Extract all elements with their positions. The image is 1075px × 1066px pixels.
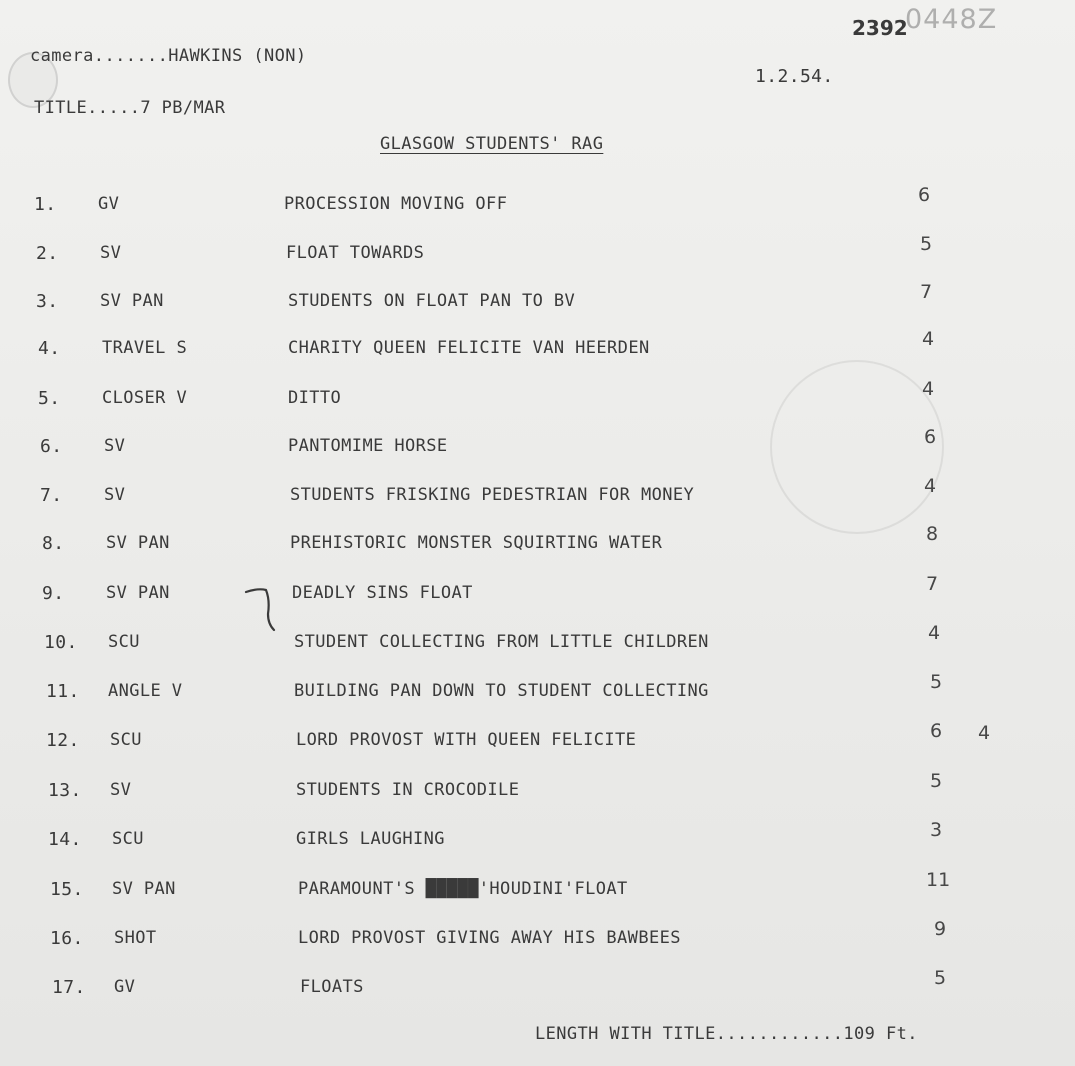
shot-type: SV bbox=[104, 436, 126, 456]
shot-length: 5 bbox=[930, 671, 943, 693]
shot-type: SV PAN bbox=[112, 879, 176, 899]
shot-description: FLOAT TOWARDS bbox=[286, 243, 425, 263]
shot-length: 4 bbox=[928, 622, 941, 644]
shot-number: 12. bbox=[46, 730, 80, 751]
shot-length: 4 bbox=[924, 475, 937, 497]
shot-type: SV bbox=[100, 243, 122, 263]
shot-number: 3. bbox=[36, 291, 59, 312]
shot-row bbox=[0, 720, 1075, 760]
shot-description: FLOATS bbox=[300, 977, 364, 997]
shot-type: TRAVEL S bbox=[102, 338, 188, 358]
shot-row bbox=[0, 184, 1075, 224]
shot-description: PROCESSION MOVING OFF bbox=[284, 194, 508, 214]
shot-length: 5 bbox=[920, 233, 933, 255]
shot-description: STUDENTS IN CROCODILE bbox=[296, 780, 520, 800]
shot-number: 17. bbox=[52, 977, 86, 998]
shot-length: 3 bbox=[930, 819, 943, 841]
shot-length: 5 bbox=[930, 770, 943, 792]
shot-description: BUILDING PAN DOWN TO STUDENT COLLECTING bbox=[294, 681, 709, 701]
shot-length: 4 bbox=[922, 378, 935, 400]
shot-length: 6 bbox=[930, 720, 943, 742]
shot-row bbox=[0, 573, 1075, 613]
title-line: TITLE.....7 PB/MAR bbox=[34, 98, 226, 118]
shot-number: 4. bbox=[38, 338, 61, 359]
shot-type: SV bbox=[104, 485, 126, 505]
shot-row bbox=[0, 819, 1075, 859]
shot-row bbox=[0, 770, 1075, 810]
shot-row bbox=[0, 671, 1075, 711]
shot-row bbox=[0, 475, 1075, 515]
shot-type: SV PAN bbox=[106, 533, 170, 553]
shot-number: 15. bbox=[50, 879, 84, 900]
shot-row bbox=[0, 869, 1075, 909]
shot-type: SCU bbox=[108, 632, 140, 652]
shot-number: 9. bbox=[42, 583, 65, 604]
shot-description: PREHISTORIC MONSTER SQUIRTING WATER bbox=[290, 533, 663, 553]
story-title: GLASGOW STUDENTS' RAG bbox=[380, 134, 604, 154]
shot-description: STUDENTS ON FLOAT PAN TO BV bbox=[288, 291, 576, 311]
shot-row bbox=[0, 967, 1075, 1007]
shot-number: 5. bbox=[38, 388, 61, 409]
shot-row bbox=[0, 622, 1075, 662]
shot-length: 7 bbox=[920, 281, 933, 303]
shot-length: 8 bbox=[926, 523, 939, 545]
shot-type: SCU bbox=[110, 730, 142, 750]
shot-length: 6 bbox=[918, 184, 931, 206]
shot-description: PANTOMIME HORSE bbox=[288, 436, 448, 456]
shot-type: SHOT bbox=[114, 928, 157, 948]
shot-row bbox=[0, 328, 1075, 368]
shot-description: GIRLS LAUGHING bbox=[296, 829, 445, 849]
shot-description: DEADLY SINS FLOAT bbox=[292, 583, 473, 603]
shot-row bbox=[0, 233, 1075, 273]
shot-type: GV bbox=[98, 194, 120, 214]
shot-length-correction: 4 bbox=[978, 722, 991, 744]
shot-number: 14. bbox=[48, 829, 82, 850]
shot-number: 6. bbox=[40, 436, 63, 457]
shot-number: 2. bbox=[36, 243, 59, 264]
shot-number: 11. bbox=[46, 681, 80, 702]
shot-type: SV PAN bbox=[100, 291, 164, 311]
handwritten-bracket-mark bbox=[244, 586, 278, 632]
shot-row bbox=[0, 426, 1075, 466]
shot-description: PARAMOUNT'S █████'HOUDINI'FLOAT bbox=[298, 879, 628, 899]
shot-row bbox=[0, 918, 1075, 958]
camera-line: camera.......HAWKINS (NON) bbox=[30, 46, 307, 66]
shot-row bbox=[0, 281, 1075, 321]
date: 1.2.54. bbox=[755, 66, 834, 87]
shot-length: 5 bbox=[934, 967, 947, 989]
shot-description: STUDENTS FRISKING PEDESTRIAN FOR MONEY bbox=[290, 485, 695, 505]
shot-description: DITTO bbox=[288, 388, 342, 408]
shot-type: SV bbox=[110, 780, 132, 800]
shot-type: CLOSER V bbox=[102, 388, 188, 408]
faint-archive-number: 0448Z bbox=[905, 4, 998, 35]
shot-length: 4 bbox=[922, 328, 935, 350]
shot-number: 1. bbox=[34, 194, 57, 215]
shot-description: LORD PROVOST GIVING AWAY HIS BAWBEES bbox=[298, 928, 681, 948]
shot-length: 9 bbox=[934, 918, 947, 940]
shot-description: STUDENT COLLECTING FROM LITTLE CHILDREN bbox=[294, 632, 709, 652]
total-length: LENGTH WITH TITLE............109 Ft. bbox=[535, 1024, 918, 1044]
shot-type: GV bbox=[114, 977, 136, 997]
shot-number: 7. bbox=[40, 485, 63, 506]
shot-number: 8. bbox=[42, 533, 65, 554]
shot-row bbox=[0, 523, 1075, 563]
shot-type: SCU bbox=[112, 829, 144, 849]
shot-length: 11 bbox=[926, 869, 951, 891]
shot-description: LORD PROVOST WITH QUEEN FELICITE bbox=[296, 730, 637, 750]
shot-type: ANGLE V bbox=[108, 681, 183, 701]
reference-number: 2392 bbox=[852, 16, 908, 40]
shot-length: 6 bbox=[924, 426, 937, 448]
shot-description: CHARITY QUEEN FELICITE VAN HEERDEN bbox=[288, 338, 650, 358]
shot-length: 7 bbox=[926, 573, 939, 595]
shot-row bbox=[0, 378, 1075, 418]
shot-number: 16. bbox=[50, 928, 84, 949]
shot-number: 13. bbox=[48, 780, 82, 801]
shot-number: 10. bbox=[44, 632, 78, 653]
shot-type: SV PAN bbox=[106, 583, 170, 603]
